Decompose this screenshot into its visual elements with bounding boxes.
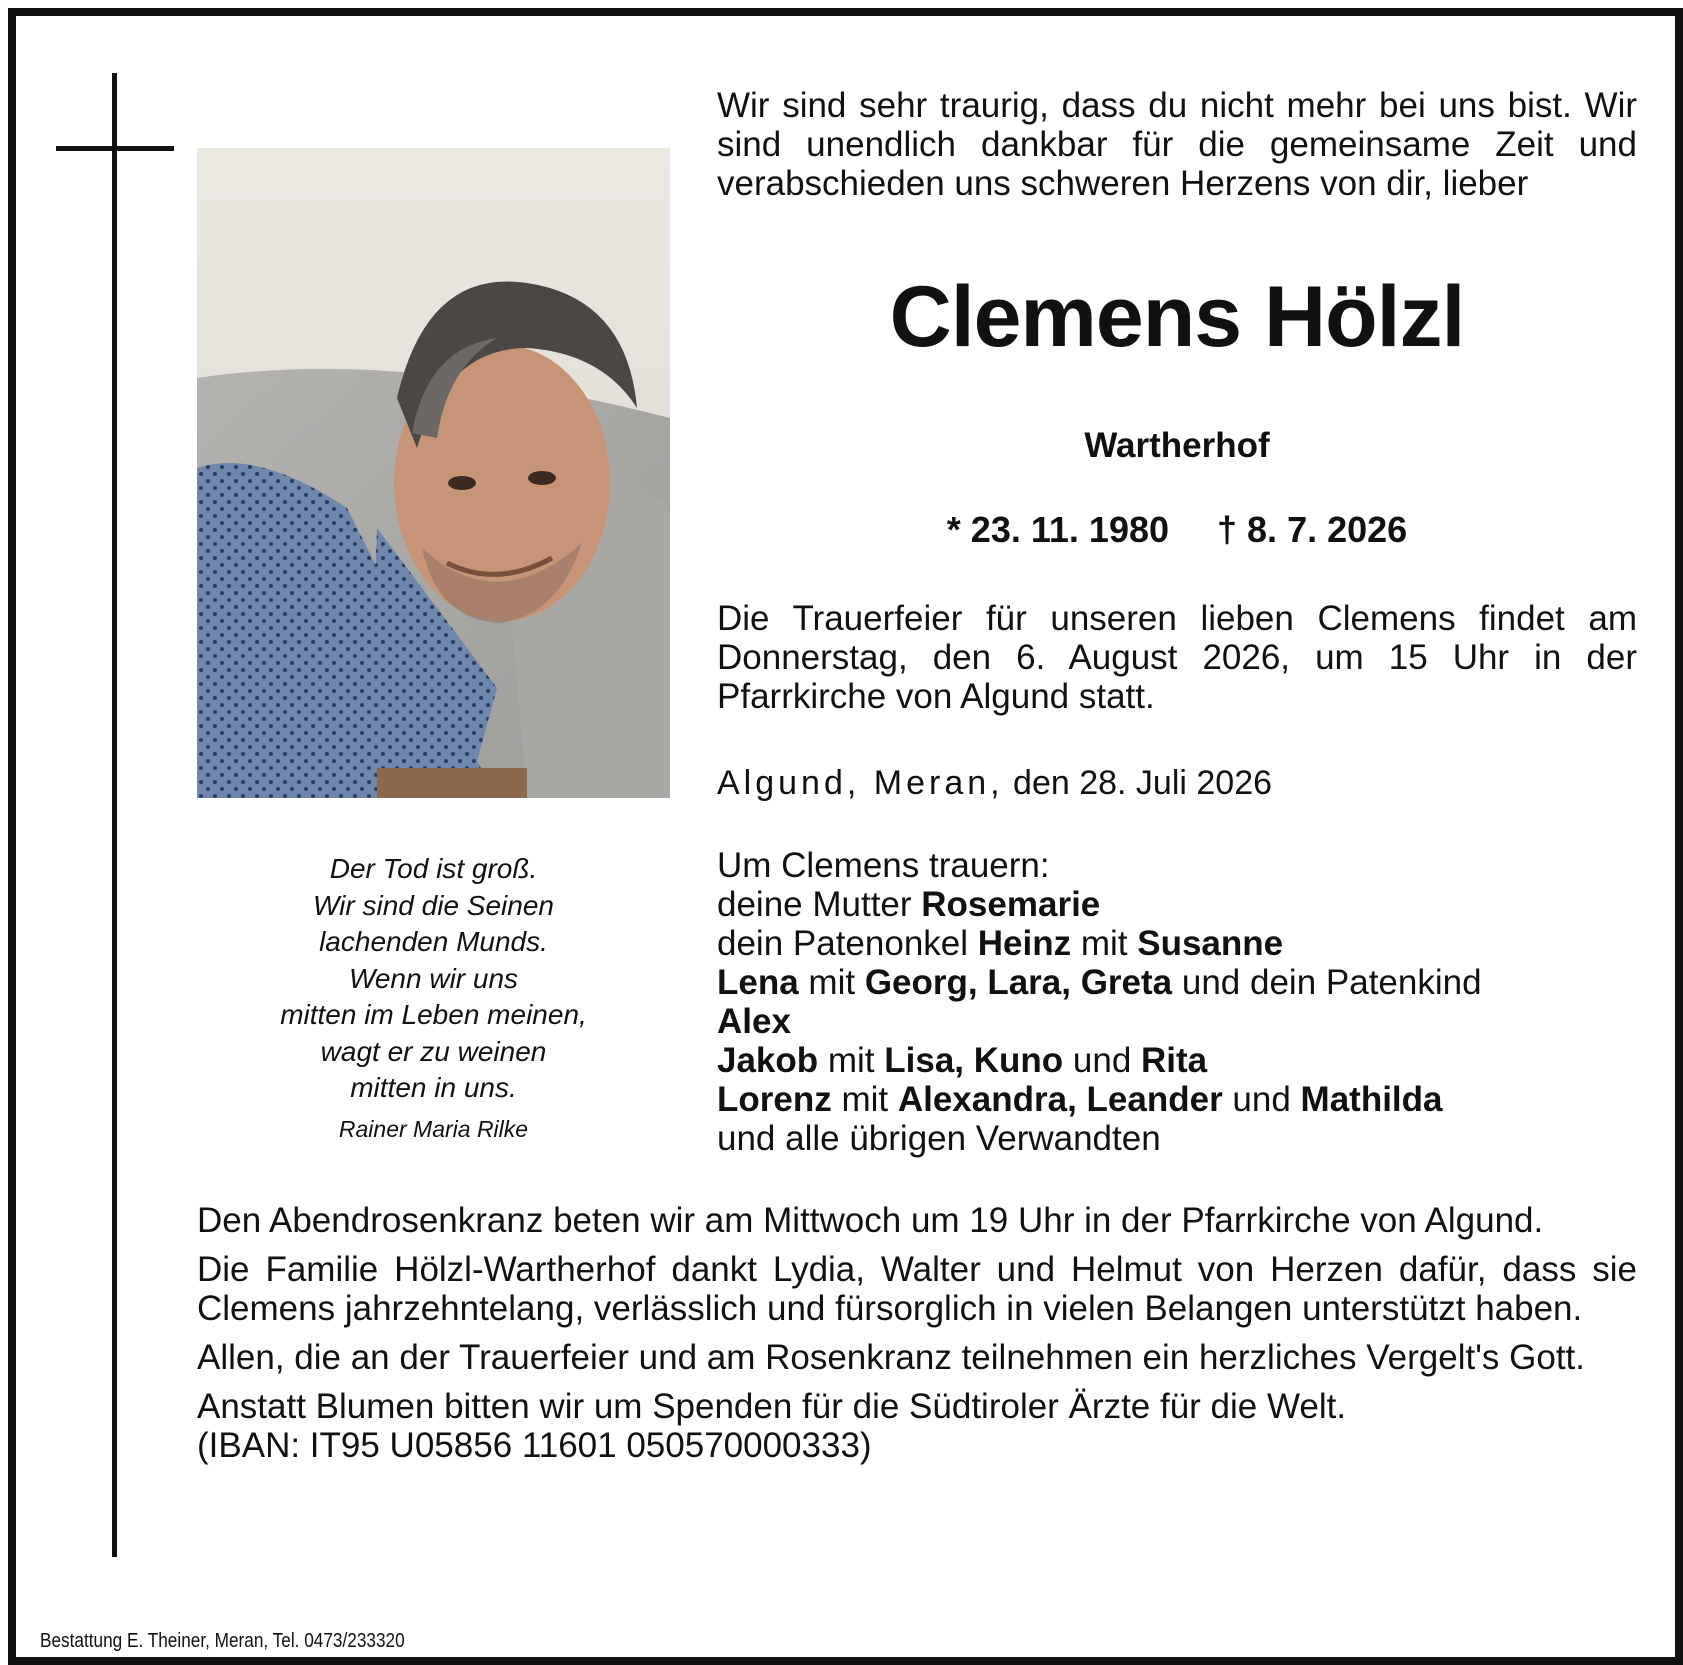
birth-date: * 23. 11. 1980 <box>946 509 1170 550</box>
place-town: Algund, Meran, <box>717 764 1004 802</box>
rosary-text: Den Abendrosenkranz beten wir am Mittwoch um 19 Uhr in der Pfarrkirche von Algund. <box>197 1201 1544 1240</box>
poem-line: Der Tod ist groß. <box>329 853 538 884</box>
mourner-row: deine Mutter Rosemarie <box>717 885 1101 924</box>
iban-text: (IBAN: IT95 U05856 11601 050570000333) <box>197 1426 872 1465</box>
funeral-service-text: Die Trauerfeier für unseren lieben Clemens findet am Donnerstag, den 6. August 2026, um 15 Uhr in der Pfarrkirche von Algund statt. <box>717 599 1637 716</box>
poem-block <box>197 851 670 1147</box>
bottom-text-block <box>197 1201 1637 1465</box>
mourner-row: Alex <box>717 1002 791 1041</box>
farm-name: Wartherhof <box>1084 426 1270 465</box>
life-dates <box>717 509 1637 551</box>
mourner-row: Lorenz mit Alexandra, Leander und Mathilda <box>717 1080 1443 1119</box>
obituary-frame <box>8 8 1683 1665</box>
mourner-row: dein Patenonkel Heinz mit Susanne <box>717 924 1284 963</box>
mourner-row: Lena mit Georg, Lara, Greta und dein Patenkind <box>717 963 1482 1002</box>
intro-text: Wir sind sehr traurig, dass du nicht mehr bei uns bist. Wir sind unendlich dankbar für die gemeinsame Zeit und verabschieden uns schweren Herzens von dir, lieber <box>717 86 1637 203</box>
poem-line: Wir sind die Seinen <box>313 889 554 921</box>
mourners-block <box>717 846 1637 1158</box>
place-date: den 28. Juli 2026 <box>1013 764 1273 802</box>
cross-horizontal-bar <box>56 146 174 151</box>
portrait-photo <box>197 148 670 798</box>
poem-line: Wenn wir uns <box>348 962 519 994</box>
deceased-name: Clemens Hölzl <box>889 269 1465 365</box>
cross-vertical-bar <box>112 73 117 1557</box>
death-date: † 8. 7. 2026 <box>1217 509 1408 550</box>
mourner-row: und alle übrigen Verwandten <box>717 1119 1161 1158</box>
funeral-home-footer: Bestattung E. Theiner, Meran, Tel. 0473/233320 <box>40 1630 405 1652</box>
poem-author: Rainer Maria Rilke <box>338 1115 529 1142</box>
mourner-row: Jakob mit Lisa, Kuno und Rita <box>717 1041 1208 1080</box>
gratitude-text: Allen, die an der Trauerfeier und am Rosenkranz teilnehmen ein herzliches Vergelt's Gott. <box>197 1338 1585 1377</box>
mourners-heading: Um Clemens trauern: <box>717 846 1050 885</box>
place-date-line <box>717 764 1637 803</box>
poem-line: wagt er zu weinen <box>320 1035 547 1067</box>
donation-text: Anstatt Blumen bitten wir um Spenden für die Südtiroler Ärzte für die Welt. (IBAN: IT95 U05856 11601 050570000333) <box>197 1387 1347 1465</box>
poem-line: lachenden Munds. <box>319 926 548 957</box>
thanks-text: Die Familie Hölzl-Wartherhof dankt Lydia, Walter und Helmut von Herzen dafür, dass sie Clemens jahrzehntelang, verlässlich und fürsorglich in vielen Belangen unterstützt haben. <box>197 1250 1637 1328</box>
poem-line: mitten im Leben meinen, <box>280 999 587 1030</box>
poem-line: mitten in uns. <box>350 1072 517 1103</box>
portrait-image <box>197 148 670 798</box>
